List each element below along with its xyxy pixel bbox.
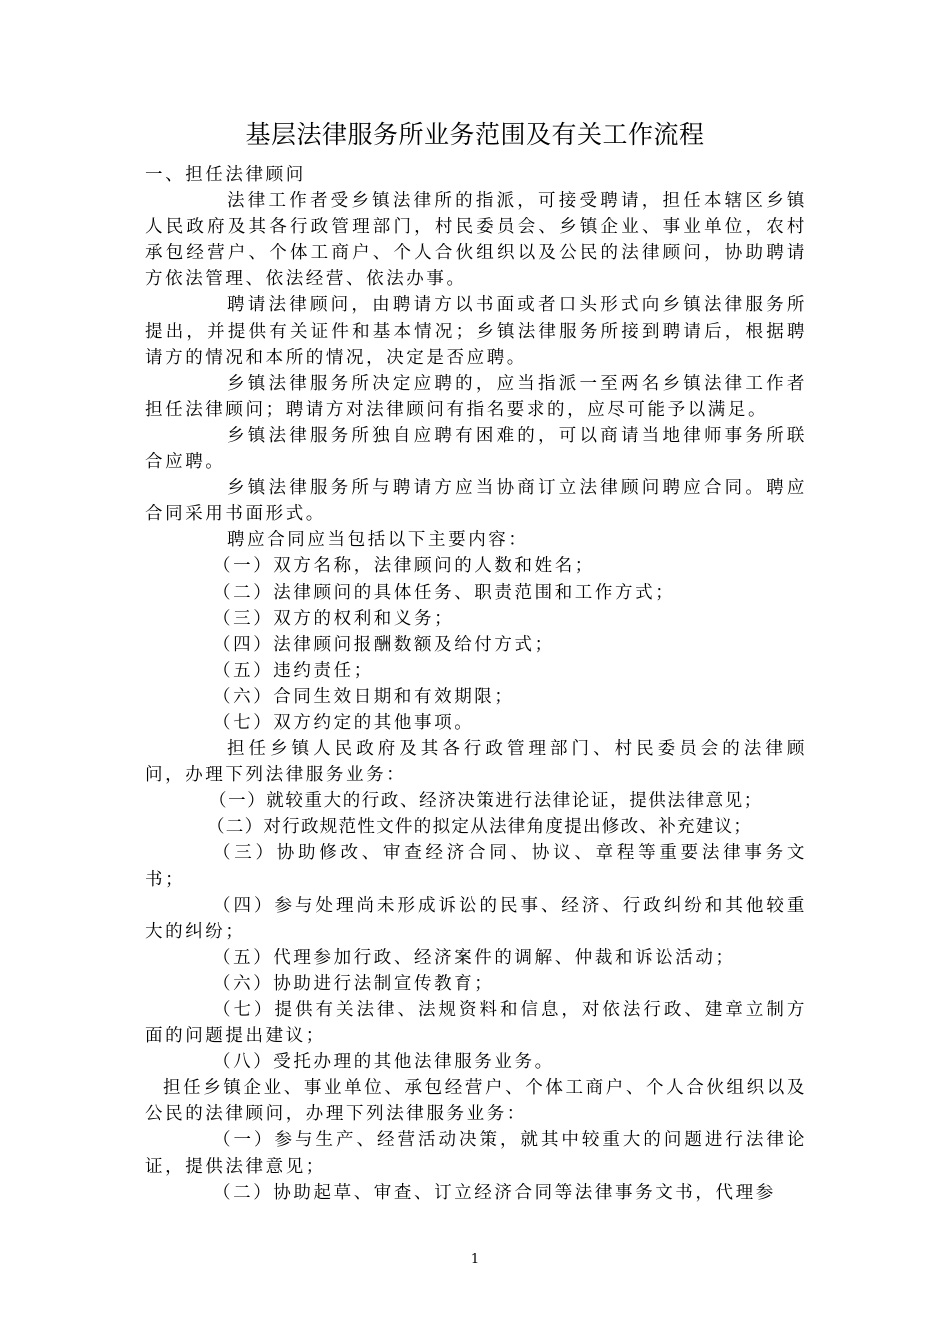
section-heading: 一、担任法律顾问 — [145, 165, 306, 185]
list-item: （八）受托办理的其他法律服务业务。 — [213, 1052, 555, 1073]
paragraph: 担任乡镇人民政府及其各行政管理部门、村民委员会的法律顾问，办理下列法律服务业务： — [145, 739, 807, 786]
list-item: （七）双方约定的其他事项。 — [213, 712, 475, 733]
list-item: （一）双方名称，法律顾问的人数和姓名； — [213, 556, 595, 577]
list-item: （四）参与处理尚未形成诉讼的民事、经济、行政纠纷和其他较重大的纠纷； — [145, 895, 807, 942]
list-item: （七）提供有关法律、法规资料和信息，对依法行政、建章立制方面的问题提出建议； — [145, 1000, 807, 1047]
list-item: （五）代理参加行政、经济案件的调解、仲裁和诉讼活动； — [213, 947, 736, 968]
list-item: （二）法律顾问的具体任务、职责范围和工作方式； — [213, 582, 676, 603]
paragraph: 担任乡镇企业、事业单位、承包经营户、个体工商户、个人合伙组织以及公民的法律顾问，办理下列法律服务业务： — [145, 1078, 807, 1125]
paragraph: 乡镇法律服务所独自应聘有困难的，可以商请当地律师事务所联合应聘。 — [145, 425, 807, 473]
list-item: （四）法律顾问报酬数额及给付方式； — [213, 634, 555, 655]
paragraph: 聘请法律顾问，由聘请方以书面或者口头形式向乡镇法律服务所提出，并提供有关证件和基本情况；乡镇法律服务所接到聘请后，根据聘请方的情况和本所的情况，决定是否应聘。 — [145, 295, 807, 368]
paragraph: 聘应合同应当包括以下主要内容： — [227, 530, 529, 551]
document-body — [145, 162, 807, 1206]
list-item: （一）参与生产、经营活动决策，就其中较重大的问题进行法律论证，提供法律意见； — [145, 1130, 807, 1177]
paragraph: 乡镇法律服务所与聘请方应当协商订立法律顾问聘应合同。聘应合同采用书面形式。 — [145, 478, 807, 525]
list-item: （一）就较重大的行政、经济决策进行法律论证，提供法律意见； — [209, 791, 763, 812]
paragraph: 乡镇法律服务所决定应聘的，应当指派一至两名乡镇法律工作者担任法律顾问；聘请方对法律顾问有指名要求的，应尽可能予以满足。 — [145, 373, 807, 420]
list-item: （二）对行政规范性文件的拟定从法律角度提出修改、补充建议； — [207, 817, 753, 838]
list-item: （六）合同生效日期和有效期限； — [213, 686, 515, 707]
list-item: （二）协助起草、审查、订立经济合同等法律事务文书，代理参 — [213, 1182, 776, 1203]
document-title: 基层法律服务所业务范围及有关工作流程 — [245, 120, 705, 149]
list-item: （五）违约责任； — [213, 660, 374, 681]
list-item: （三）协助修改、审查经济合同、协议、章程等重要法律事务文书； — [145, 843, 807, 890]
list-item: （三）双方的权利和义务； — [213, 608, 455, 629]
paragraph: 法律工作者受乡镇法律所的指派，可接受聘请，担任本辖区乡镇人民政府及其各行政管理部门，村民委员会、乡镇企业、事业单位，农村承包经营户、个体工商户、个人合伙组织以及公民的法律顾问，协助聘请方依法管理、依法经营、依法办事。 — [145, 191, 807, 290]
page-number: 1 — [470, 1252, 480, 1267]
list-item: （六）协助进行法制宣传教育； — [213, 973, 495, 994]
